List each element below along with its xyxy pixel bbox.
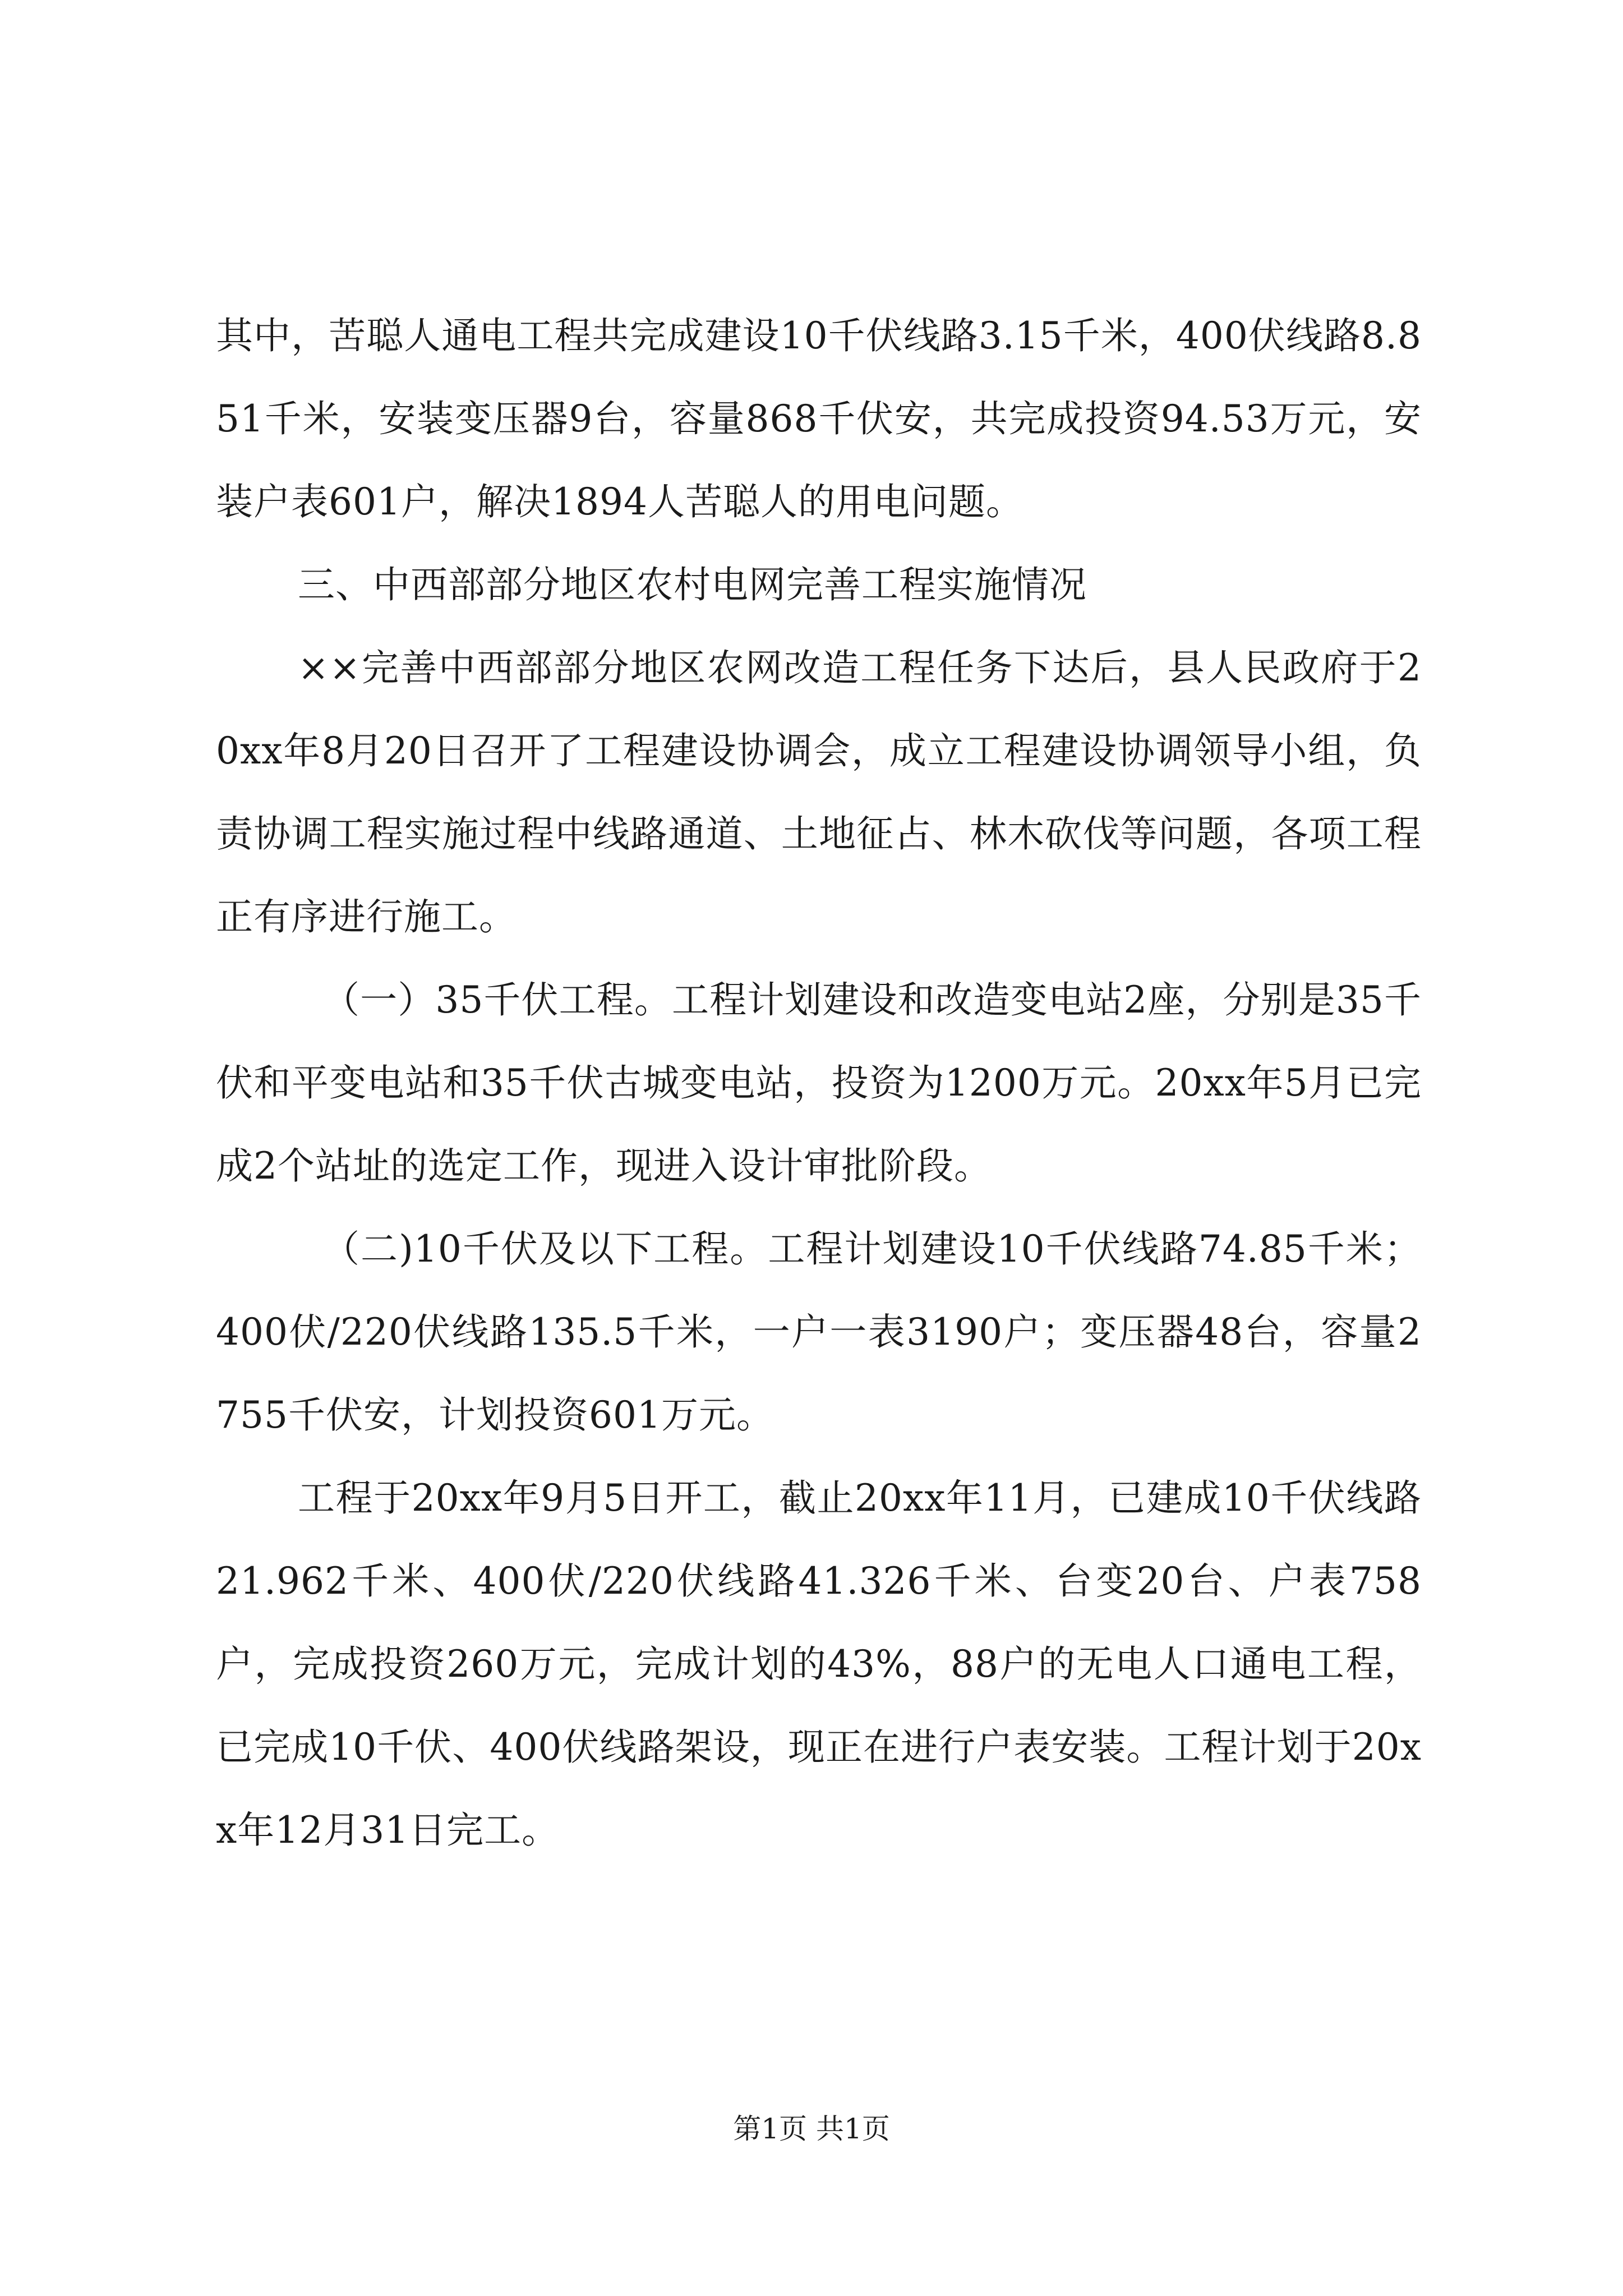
- document-body: [216, 295, 1422, 1872]
- paragraph-construction-progress: 工程于20xx年9月5日开工，截止20xx年11月，已建成10千伏线路21.962千米、400伏/220伏线路41.326千米、台变20台、户表758户，完成投资260万元，完成计划的43%，88户的无电人口通电工程，已完成10千伏、400伏线路架设，现正在进行户表安装。工程计划于20xx年12月31日完工。: [216, 1476, 1422, 1852]
- paragraph-35kv-project: （一）35千伏工程。工程计划建设和改造变电站2座，分别是35千伏和平变电站和35千伏古城变电站，投资为1200万元。20xx年5月已完成2个站址的选定工作，现进入设计审批阶段。: [216, 978, 1422, 1188]
- section-heading-three: 三、中西部部分地区农村电网完善工程实施情况: [298, 563, 1087, 606]
- paragraph-10kv-project: （二)10千伏及以下工程。工程计划建设10千伏线路74.85千米；400伏/220伏线路135.5千米，一户一表3190户；变压器48台，容量2755千伏安，计划投资601万元。: [216, 1227, 1422, 1437]
- page-footer: 第1页 共1页: [733, 2113, 890, 2145]
- paragraph-coordination-meeting: ××完善中西部部分地区农网改造工程任务下达后，县人民政府于20xx年8月20日召开了工程建设协调会，成立工程建设协调领导小组，负责协调工程实施过程中线路通道、土地征占、林木砍伐等问题，各项工程正有序进行施工。: [216, 646, 1422, 938]
- paragraph-power-project-summary: 其中，苦聪人通电工程共完成建设10千伏线路3.15千米，400伏线路8.851千米，安装变压器9台，容量868千伏安，共完成投资94.53万元，安装户表601户，解决1894人苦聪人的用电问题。: [216, 314, 1422, 523]
